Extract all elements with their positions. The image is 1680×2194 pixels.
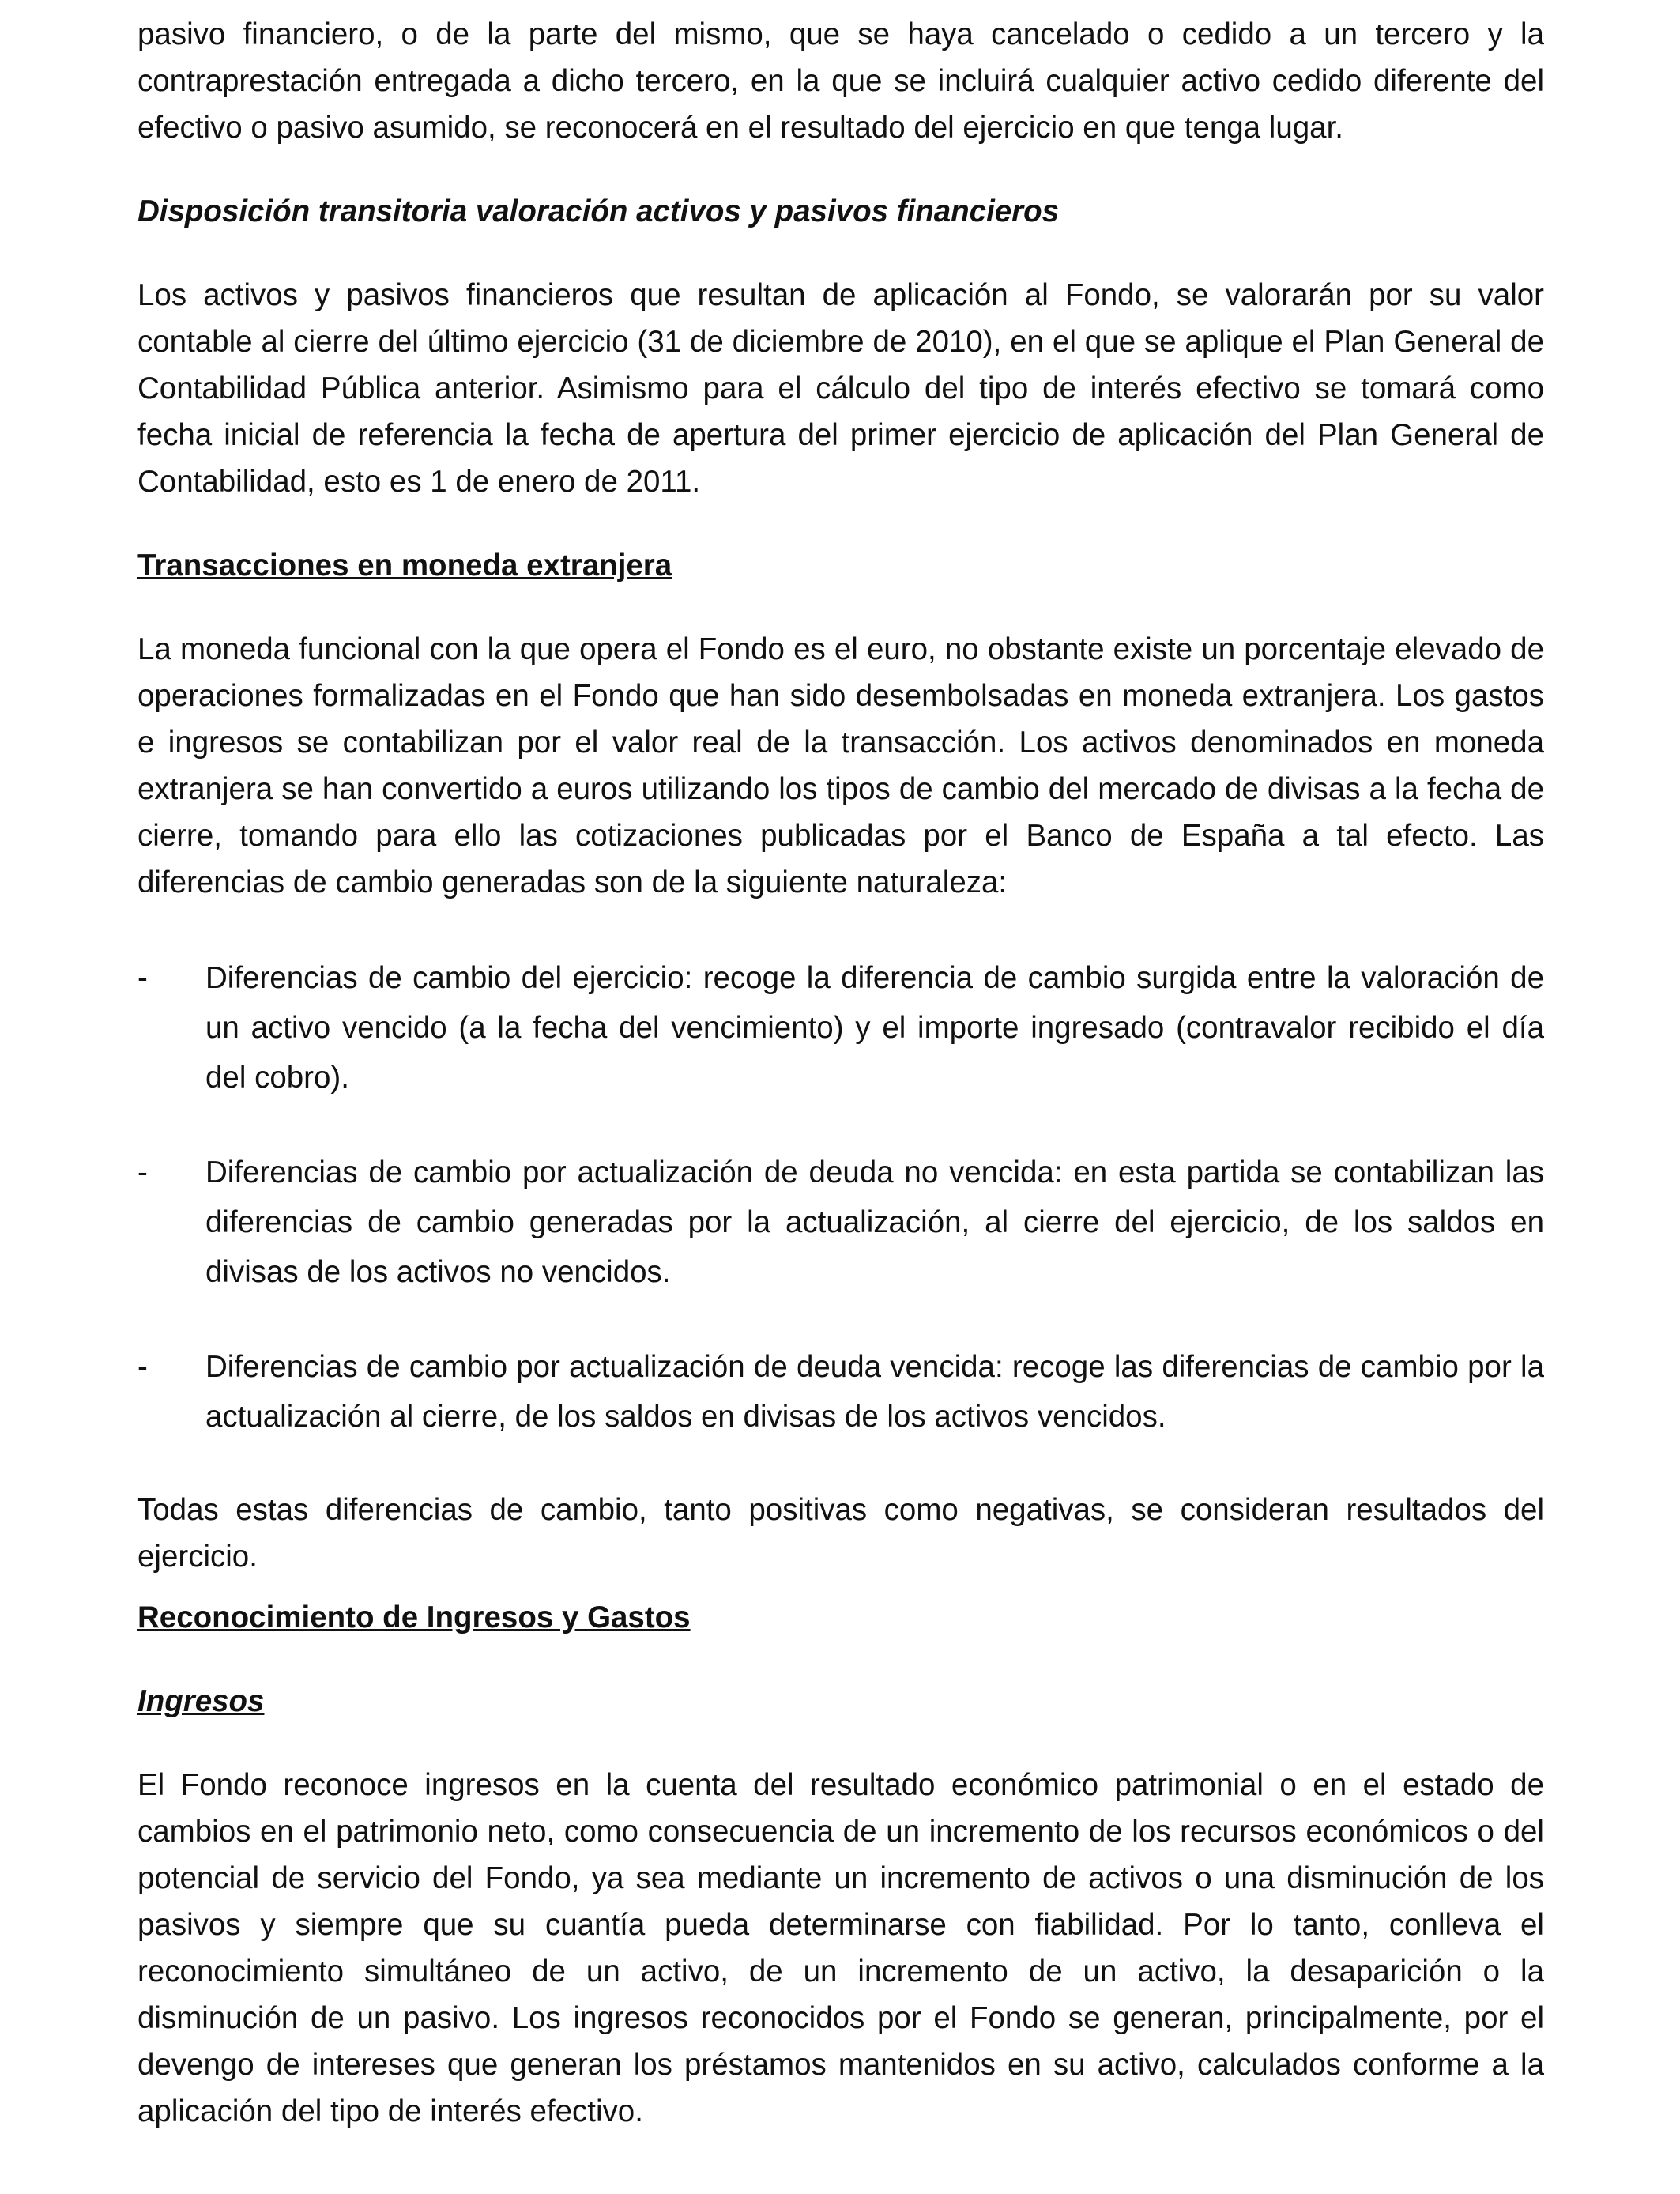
list-item-text: Diferencias de cambio del ejercicio: recoge la diferencia de cambio surgida entre la valoración de un activo vencido (a la fecha del vencimiento) y el importe ingresado (contravalor recibido el día del cobro). bbox=[205, 961, 1544, 1095]
bullet-marker: - bbox=[137, 1155, 148, 1189]
document-page bbox=[137, 11, 1544, 2135]
diferencias-list bbox=[137, 953, 1544, 1442]
list-item bbox=[137, 953, 1544, 1103]
ingresos-paragraph: El Fondo reconoce ingresos en la cuenta del resultado económico patrimonial o en el estado de cambios en el patrimonio neto, como consecuencia de un incremento de los recursos económicos o del potencial de servicio del Fondo, ya sea mediante un incremento de activos o una disminución de los pasivos y siempre que su cuantía pueda determinarse con fiabilidad. Por lo tanto, conlleva el reconocimiento simultáneo de un activo, de un incremento de un activo, la desaparición o la disminución de un pasivo. Los ingresos reconocidos por el Fondo se generan, principalmente, por el devengo de intereses que generan los préstamos mantenidos en su activo, calculados conforme a la aplicación del tipo de interés efectivo. bbox=[137, 1768, 1544, 2128]
disposicion-paragraph: Los activos y pasivos financieros que resultan de aplicación al Fondo, se valorarán por su valor contable al cierre del último ejercicio (31 de diciembre de 2010), en el que se aplique el Plan General de Contabilidad Pública anterior. Asimismo para el cálculo del tipo de interés efectivo se tomará como fecha inicial de referencia la fecha de apertura del primer ejercicio de aplicación del Plan General de Contabilidad, esto es 1 de enero de 2011. bbox=[137, 278, 1544, 499]
heading-disposicion-transitoria: Disposición transitoria valoración activos y pasivos financieros bbox=[137, 194, 1060, 228]
heading-reconocimiento-ingresos-gastos: Reconocimiento de Ingresos y Gastos bbox=[137, 1600, 691, 1634]
bullet-marker: - bbox=[137, 961, 148, 995]
todas-paragraph: Todas estas diferencias de cambio, tanto positivas como negativas, se consideran resultados del ejercicio. bbox=[137, 1493, 1544, 1574]
transacciones-paragraph: La moneda funcional con la que opera el Fondo es el euro, no obstante existe un porcentaje elevado de operaciones formalizadas en el Fondo que han sido desembolsadas en moneda extranjera. Los gastos e ingresos se contabilizan por el valor real de la transacción. Los activos denominados en moneda extranjera se han convertido a euros utilizando los tipos de cambio del mercado de divisas a la fecha de cierre, tomando para ello las cotizaciones publicadas por el Banco de España a tal efecto. Las diferencias de cambio generadas son de la siguiente naturaleza: bbox=[137, 632, 1544, 899]
list-item bbox=[137, 1148, 1544, 1297]
heading-ingresos: Ingresos bbox=[137, 1684, 265, 1718]
list-item-text: Diferencias de cambio por actualización de deuda no vencida: en esta partida se contabilizan las diferencias de cambio generadas por la actualización, al cierre del ejercicio, de los saldos en divisas de los activos no vencidos. bbox=[205, 1155, 1544, 1289]
list-item bbox=[137, 1342, 1544, 1442]
bullet-marker: - bbox=[137, 1350, 148, 1384]
heading-transacciones-moneda-extranjera: Transacciones en moneda extranjera bbox=[137, 548, 672, 582]
intro-paragraph: pasivo financiero, o de la parte del mismo, que se haya cancelado o cedido a un tercero y la contraprestación entregada a dicho tercero, en la que se incluirá cualquier activo cedido diferente del efectivo o pasivo asumido, se reconocerá en el resultado del ejercicio en que tenga lugar. bbox=[137, 17, 1544, 145]
list-item-text: Diferencias de cambio por actualización de deuda vencida: recoge las diferencias de cambio por la actualización al cierre, de los saldos en divisas de los activos vencidos. bbox=[205, 1350, 1544, 1434]
